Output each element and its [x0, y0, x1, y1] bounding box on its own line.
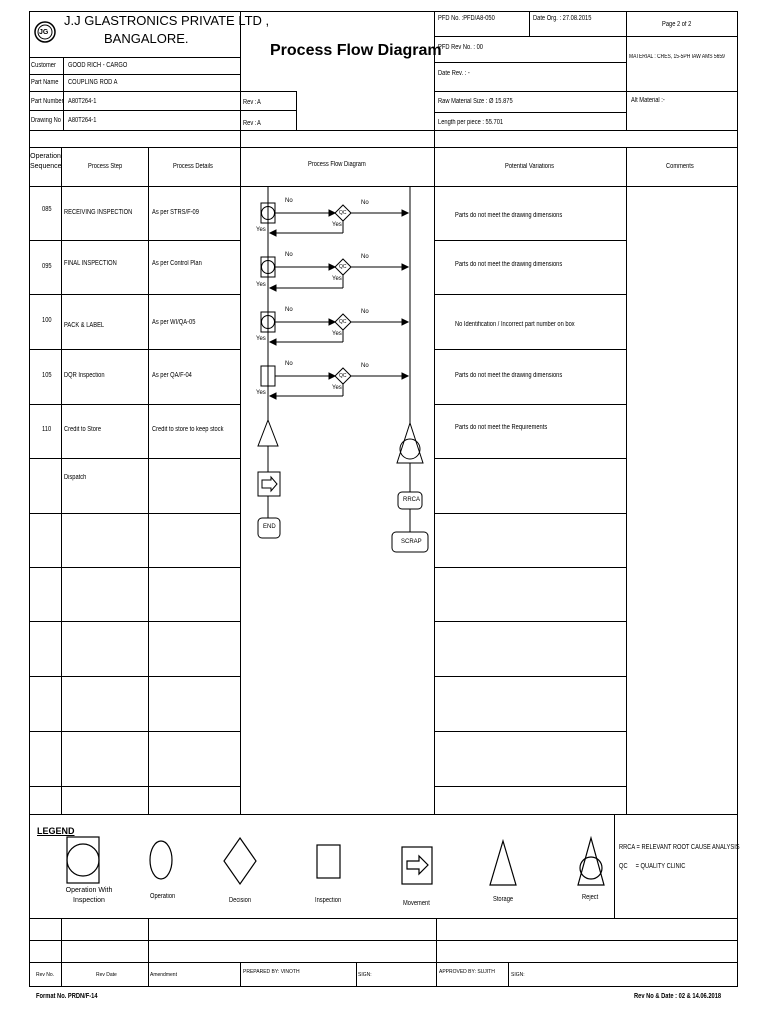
company-name: J.J GLASTRONICS PRIVATE LTD , — [64, 13, 270, 28]
part-name-value: COUPLING ROD A — [68, 79, 118, 86]
rev-label-2: Rev : — [243, 120, 257, 127]
col-flow: Process Flow Diagram — [308, 161, 366, 168]
logo-letters: JG — [39, 29, 49, 36]
legend-inspection-label: Inspection — [315, 897, 342, 904]
flow-rrca-label: RRCA — [403, 497, 421, 503]
footer-prepared: PREPARED BY: VINOTH — [243, 969, 300, 975]
footer-sign-1: SIGN: — [358, 972, 372, 978]
rev-value-2: A — [257, 120, 261, 127]
flow-yes-4b: Yes — [256, 390, 266, 396]
footer-rev-date: Rev Date — [96, 972, 117, 978]
raw-material-size: Raw Material Size : Ø 15.875 — [438, 98, 513, 105]
flow-yes-3b: Yes — [256, 336, 266, 342]
rev-value-1: A — [257, 99, 261, 106]
col-op-seq: Operation Sequence — [30, 153, 62, 170]
flow-storage — [258, 420, 278, 446]
legend-inspection-icon — [317, 845, 340, 878]
flow-scrap-label: SCRAP — [401, 539, 422, 545]
format-no: Format No. PRDN/F-14 — [36, 993, 98, 1000]
flow-yes-2a: Yes — [332, 276, 342, 282]
alt-material: Alt Material :- — [631, 97, 665, 104]
part-number-label: Part Number — [31, 98, 64, 105]
col-process-details: Process Details — [173, 163, 213, 170]
footer-amendment: Amendment — [150, 972, 177, 978]
row-2-step: FINAL INSPECTION — [64, 260, 117, 267]
row-5-details: Credit to store to keep stock — [152, 426, 224, 433]
row-4-step: DQR Inspection — [64, 372, 105, 379]
legend-operation-label: Operation — [150, 893, 176, 900]
date-org: Date Org. : 27.08.2015 — [533, 15, 592, 22]
flow-no-1a: No — [285, 198, 293, 204]
flow-qc-2: QC — [339, 264, 347, 270]
length-per-piece: Length per piece : 55.701 — [438, 119, 504, 126]
flow-yes-1a: Yes — [332, 222, 342, 228]
company-city: BANGALORE. — [104, 31, 189, 46]
row-1-variation: Parts do not meet the drawing dimensions — [455, 212, 563, 219]
flow-qc-4: QC — [339, 373, 347, 379]
row-6-step: Dispatch — [64, 474, 87, 481]
material: MATERIAL : CRES, 15-5PH IAW AMS 5659 — [629, 54, 725, 60]
row-1-step: RECEIVING INSPECTION — [64, 209, 133, 216]
row-2-variation: Parts do not meet the drawing dimensions — [455, 261, 563, 268]
footer-rev-no: Rev No. — [36, 972, 55, 978]
legend-decision-icon — [224, 838, 256, 884]
row-3-variation: No Identification / Incorrect part number on box — [455, 321, 575, 328]
row-5-step: Credit to Store — [64, 426, 102, 433]
pfd-no: PFD No. :PFD/A8-050 — [438, 15, 495, 22]
row-4-seq: 105 — [42, 372, 52, 379]
row-1-details: As per STRS/F-09 — [152, 209, 199, 216]
legend-reject-label: Reject — [582, 894, 599, 901]
customer-label: Customer — [31, 62, 56, 69]
legend-operation-icon — [150, 841, 172, 879]
row-3-details: As per WI/QA-05 — [152, 319, 196, 326]
legend-op-insp-icon — [67, 837, 99, 883]
page-number: Page 2 of 2 — [662, 21, 692, 28]
flow-qc-3: QC — [339, 319, 347, 325]
row-4-details: As per QA/F-04 — [152, 372, 192, 379]
flow-yes-4a: Yes — [332, 385, 342, 391]
legend-note-rrca: RRCA = RELEVANT ROOT CAUSE ANALYSIS — [619, 844, 740, 851]
flow-no-4b: No — [361, 363, 369, 369]
footer-sign-2: SIGN: — [511, 972, 525, 978]
row-1-seq: 085 — [42, 206, 52, 213]
part-number-value: A80T264-1 — [68, 98, 97, 105]
customer-value: GOOD RICH - CARGO — [68, 62, 128, 69]
legend-movement-label: Movement — [403, 900, 430, 907]
col-comments: Comments — [666, 163, 694, 170]
row-3-step: PACK & LABEL — [64, 322, 105, 329]
date-rev: Date Rev. : - — [438, 70, 470, 77]
legend-decision-label: Decision — [229, 897, 252, 904]
legend-reject-icon — [578, 838, 604, 885]
rev-no-date: Rev No & Date : 02 & 14.06.2018 — [634, 993, 722, 1000]
drawing-no-value: A80T264-1 — [68, 117, 97, 124]
pfd-rev: PFD Rev No. : 00 — [438, 44, 483, 51]
flow-yes-3a: Yes — [332, 331, 342, 337]
row-4-variation: Parts do not meet the drawing dimensions — [455, 372, 563, 379]
row-3-seq: 100 — [42, 317, 52, 324]
flow-qc-1: QC — [339, 210, 347, 216]
page-title: Process Flow Diagram — [270, 42, 442, 59]
row-2-details: As per Control Plan — [152, 260, 202, 267]
row-2-seq: 095 — [42, 263, 52, 270]
flow-no-2a: No — [285, 252, 293, 258]
flow-yes-1b: Yes — [256, 227, 266, 233]
col-process-step: Process Step — [88, 163, 123, 170]
legend-op-insp-label: Operation With Inspection — [65, 887, 113, 904]
flow-end-label: END — [263, 524, 276, 530]
drawing-no-label: Drawing No — [31, 117, 61, 124]
flow-no-1b: No — [361, 200, 369, 206]
flow-reject — [397, 423, 423, 463]
col-variations: Potential Variations — [505, 163, 555, 170]
row-5-seq: 110 — [42, 426, 52, 433]
legend-note-qc: QC = QUALITY CLINIC — [619, 863, 686, 870]
legend-movement-icon — [402, 847, 432, 884]
flow-no-3a: No — [285, 307, 293, 313]
rev-label-1: Rev : — [243, 99, 257, 106]
legend-storage-icon — [490, 841, 516, 885]
footer-approved: APPROVED BY: SUJITH — [439, 969, 495, 975]
flow-yes-2b: Yes — [256, 282, 266, 288]
part-name-label: Part Name — [31, 79, 59, 86]
flow-no-3b: No — [361, 309, 369, 315]
legend-storage-label: Storage — [493, 896, 514, 903]
flow-movement — [258, 472, 280, 496]
flow-no-2b: No — [361, 254, 369, 260]
flow-no-4a: No — [285, 361, 293, 367]
row-5-variation: Parts do not meet the Requirements — [455, 424, 548, 431]
legend-title: LEGEND — [37, 826, 75, 836]
